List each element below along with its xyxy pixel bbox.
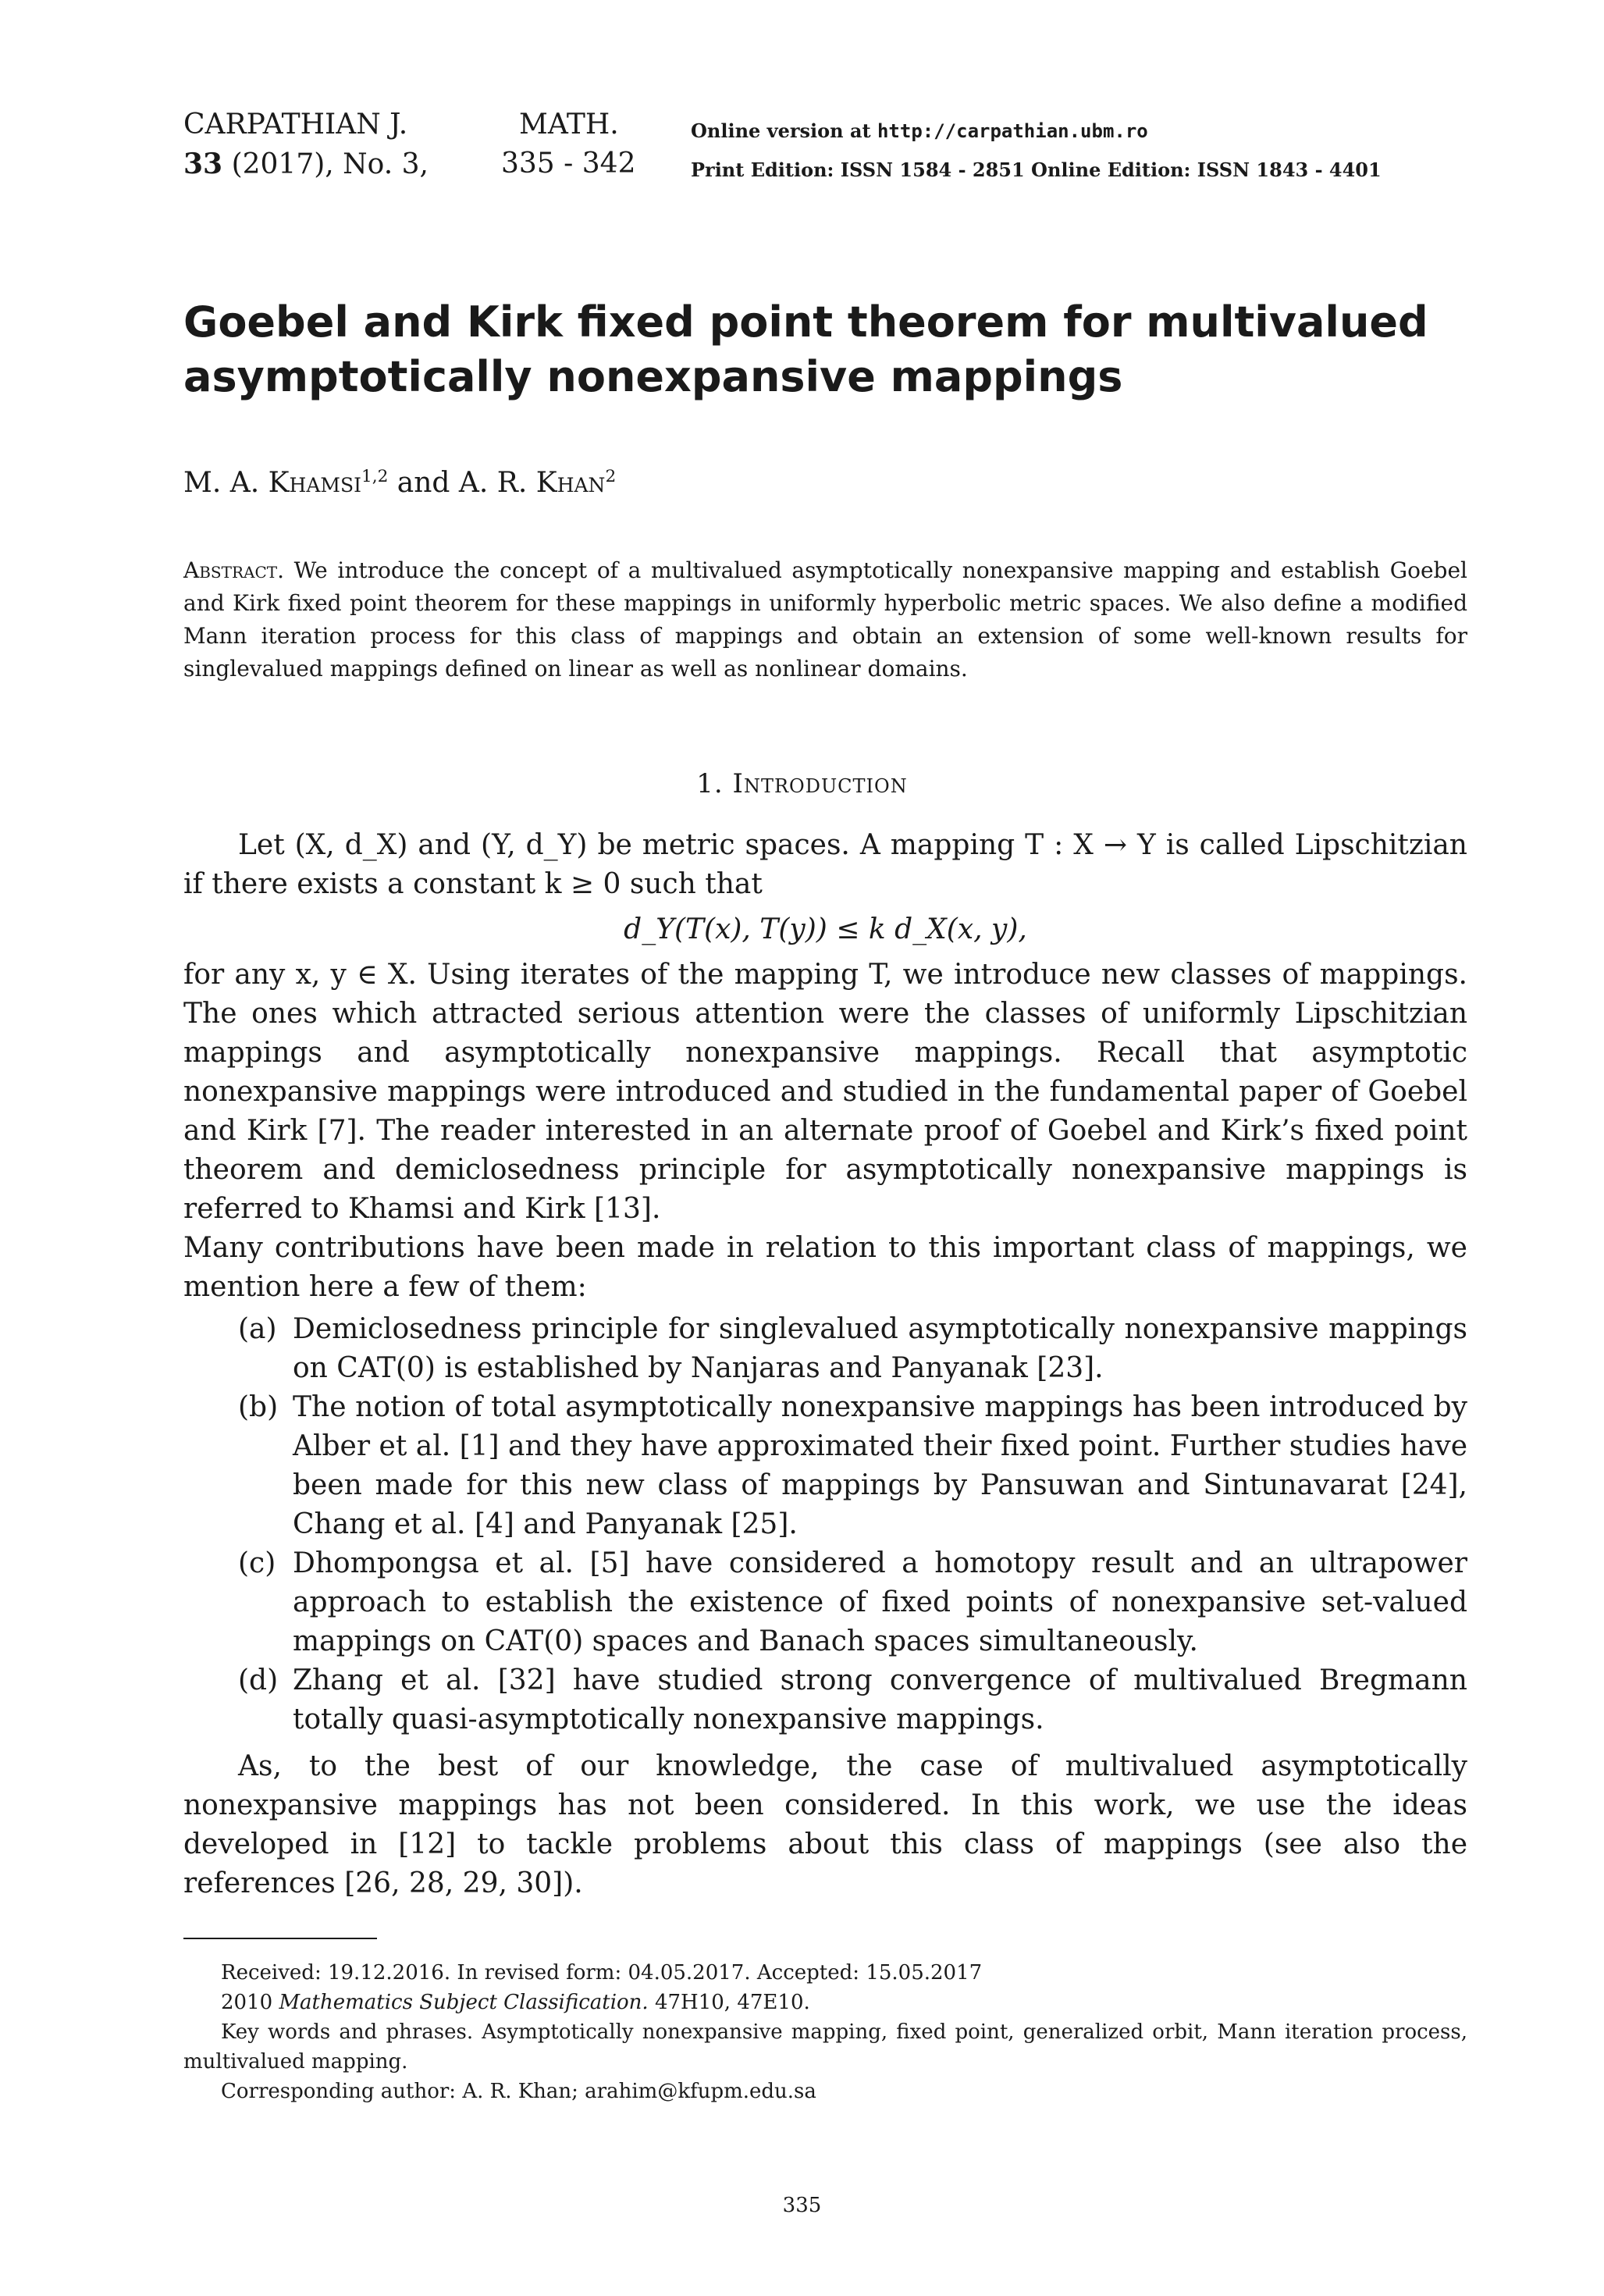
- list-item-text: Demiclosedness principle for singlevalued asymptotically nonexpansive mappings on CAT(0) is established by Nanjaras and Panyanak [23].: [293, 1313, 1467, 1384]
- page-number: 335: [782, 2194, 822, 2217]
- paragraph-3: Many contributions have been made in relation to this important class of mappings, we mention here a few of them:: [183, 1232, 1467, 1303]
- paragraph-2: for any x, y ∈ X. Using iterates of the mapping T, we introduce new classes of mappings. The ones which attracted serious attention were the classes of uniformly Lipschitzian mappings and asymptotically nonexpansive mappings. Recall that asymptotic nonexpansive mappings were introduced and studied in the fundamental paper of Goebel and Kirk [7]. The reader interested in an alternate proof of Goebel and Kirk’s fixed point theorem and demiclosedness principle for asymptotically nonexpansive mappings is referred to Khamsi and Kirk [13].: [183, 959, 1467, 1225]
- list-item: [183, 1388, 1467, 1544]
- list-item-label: (d): [238, 1664, 279, 1696]
- list-item-text: Dhompongsa et al. [5] have considered a homotopy result and an ultrapower approach to establish the existence of fixed points of nonexpansive set-valued mappings on CAT(0) spaces and Banach spaces simultaneously.: [293, 1547, 1467, 1657]
- journal-volume: 33: [183, 148, 223, 180]
- footnote-keywords: Key words and phrases. Asymptotically nonexpansive mapping, fixed point, generalized orbit, Mann iteration process, multivalued mapping.: [183, 2020, 1467, 2074]
- abstract-label: Abstract.: [183, 557, 285, 583]
- title-line-1: Goebel and Kirk fixed point theorem for multivalued: [183, 297, 1428, 347]
- title-line-2: asymptotically nonexpansive mappings: [183, 352, 1123, 401]
- abstract-text: We introduce the concept of a multivalued asymptotically nonexpansive mapping and establish Goebel and Kirk fixed point theorem for these mappings in uniformly hyperbolic metric spaces. We also define a modified Mann iteration process for this class of mappings and obtain an extension of some well-known results for singlevalued mappings defined on linear as well as nonlinear domains.: [183, 557, 1467, 682]
- footnote-received: Received: 19.12.2016. In revised form: 04.05.2017. Accepted: 15.05.2017: [221, 1961, 983, 1985]
- section-heading-introduction: 1. Introduction: [696, 768, 908, 799]
- paper-title: [183, 295, 1464, 404]
- journal-name: [183, 106, 407, 144]
- author-2: A. R. Khan: [458, 467, 606, 499]
- list-item-text: Zhang et al. [32] have studied strong convergence of multivalued Bregmann totally quasi-asymptotically nonexpansive mappings.: [293, 1664, 1467, 1735]
- footnote-rule: [183, 1938, 377, 1939]
- online-version-line: [691, 112, 1148, 150]
- list-item: [183, 1310, 1467, 1388]
- footnotes: [183, 1958, 1467, 2106]
- journal-math: MATH.: [519, 109, 619, 141]
- online-url[interactable]: http://carpathian.ubm.ro: [877, 120, 1148, 142]
- paragraph-1: Let (X, d_X) and (Y, d_Y) be metric spaces. A mapping T : X → Y is called Lipschitzian if there exists a constant k ≥ 0 such that: [183, 829, 1467, 900]
- contributions-list: [183, 1310, 1467, 1739]
- journal-line1: CARPATHIAN J.: [183, 109, 408, 141]
- list-item-text: The notion of total asymptotically nonexpansive mappings has been introduced by Alber et al. [1] and they have approximated their fixed point. Further studies have been made for this new class of mappings by Pansuwan and Sintunavarat [24], Chang et al. [4] and Panyanak [25].: [293, 1391, 1467, 1540]
- introduction-body: [183, 826, 1467, 1903]
- footnote-corresponding: Corresponding author: A. R. Khan; arahim@kfupm.edu.sa: [221, 2080, 816, 2103]
- msc-codes: 47H10, 47E10.: [648, 1991, 810, 2014]
- authors-and: and: [388, 467, 459, 499]
- authors: [183, 467, 616, 499]
- list-item-label: (a): [238, 1313, 277, 1345]
- print-edition: Print Edition: ISSN 1584 - 2851 Online Edition: ISSN 1843 - 4401: [691, 158, 1382, 181]
- journal-pages: 335 - 342: [501, 148, 636, 180]
- abstract: [183, 554, 1467, 685]
- online-prefix: Online version at: [691, 119, 877, 142]
- list-item: [183, 1544, 1467, 1661]
- footnote-msc: [183, 1988, 1467, 2017]
- author-2-affil: 2: [605, 467, 617, 486]
- author-1-affil: 1,2: [361, 467, 389, 486]
- msc-label: Mathematics Subject Classification.: [279, 1991, 649, 2014]
- msc-year: 2010: [221, 1991, 279, 2014]
- journal-year-issue: (2017), No. 3,: [231, 148, 429, 180]
- equation-lipschitz: d_Y(T(x), T(y)) ≤ k d_X(x, y),: [624, 913, 1027, 945]
- list-item: [183, 1661, 1467, 1739]
- list-item-label: (c): [238, 1547, 276, 1579]
- paragraph-4: As, to the best of our knowledge, the case of multivalued asymptotically nonexpansive mappings has not been considered. In this work, we use the ideas developed in [12] to tackle problems about this class of mappings (see also the references [26, 28, 29, 30]).: [183, 1750, 1467, 1899]
- list-item-label: (b): [238, 1391, 279, 1423]
- journal-volume-line: [183, 145, 429, 183]
- author-1: M. A. Khamsi: [183, 467, 361, 499]
